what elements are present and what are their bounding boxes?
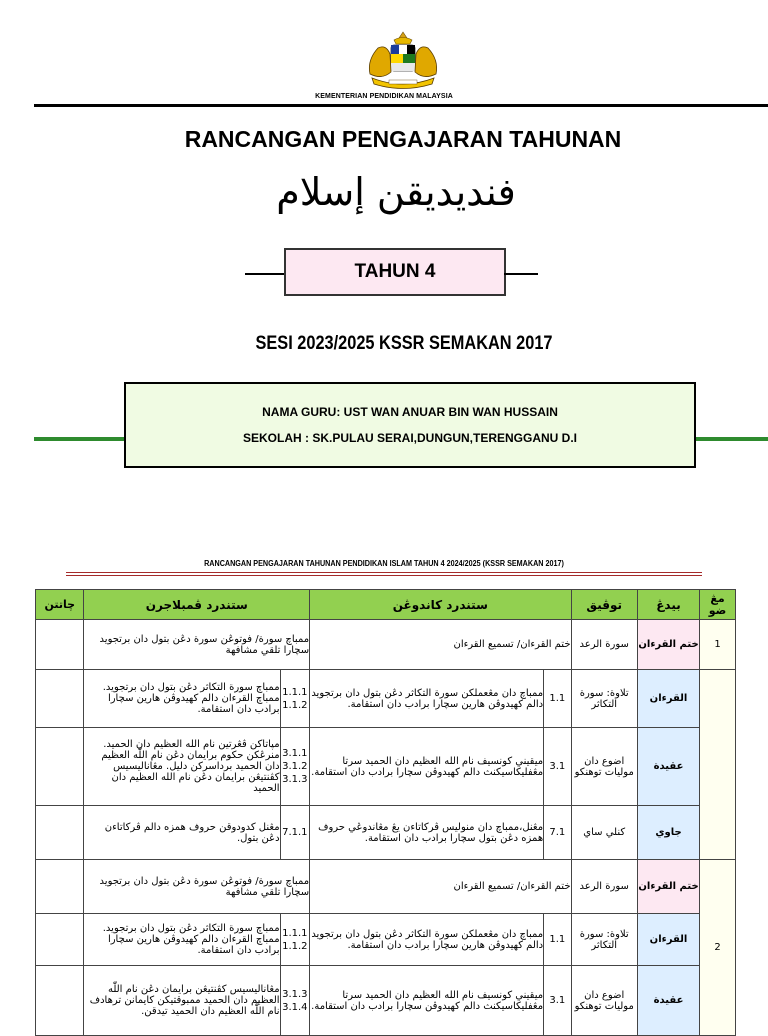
learning-code: 1.1.2 <box>282 699 308 711</box>
learning-code: 3.1.2 <box>282 761 308 772</box>
table-row <box>36 914 736 966</box>
ministry-name: KEMENTERIAN PENDIDIKAN MALAYSIA <box>315 93 453 100</box>
learning-standard-cell: ممباچ سورة التكاثر دڠن بتول دان برتجويد. ممباچ القرءان دالم كهيدوڤن هارين سچارا برادب دان استقامة. <box>84 914 280 966</box>
content-standard-cell: ممباچ دان مڠعملكن سورة التكاثر دڠن بتول دان برتجويد دالم كهيدوڤن هارين سچارا برادب دان استقامة. <box>310 914 544 966</box>
note-cell <box>36 670 84 728</box>
subject-title-arabic: فنديديقن إسلام <box>276 170 516 214</box>
learning-code: 3.1.3 <box>282 774 308 785</box>
content-code-cell: 1.1 <box>544 670 571 728</box>
content-standard-cell: ميقيني كونسيف نام الله العظيم دان الحميد سرتا مڠفليكاسيكنث دالم كهيدوڤن سچارا برادب دان استقامة. <box>310 728 544 806</box>
table-row <box>36 860 736 914</box>
topic-cell: سورة الرعد <box>571 620 637 670</box>
note-cell <box>36 860 84 914</box>
teacher-info-box <box>124 382 696 468</box>
content-standard-cell: ختم القرءان/ تسميع القرءان <box>310 620 571 670</box>
topic-cell: تلاوة: سورة التكاثر <box>571 670 637 728</box>
area-cell: عقيدة <box>637 966 699 1036</box>
topic-cell: سورة الرعد <box>571 860 637 914</box>
header-note: چاتتن <box>36 590 84 620</box>
yearly-plan-table <box>35 589 736 1036</box>
area-cell: القرءان <box>637 914 699 966</box>
content-standard-cell: مڠنل،ممباچ دان منوليس ڤركاتاءن يڠ مڠاندوڠي حروف همزه دڠن بتول سچارا برادب دان استقامة. <box>310 806 544 860</box>
table-header-row <box>36 590 736 620</box>
learning-standard-cell: مڽاتاكن ڤڠرتين نام الله العظيم دان الحميد. منرڠكن حكوم برايمان دڠن نام اللّٰه العظيم دان الحميد برداسركن دليل. مڠاناليسيس كڤنتيڠن برايمان دڠن نام الله العظيم دان الحميد <box>84 728 280 806</box>
learning-code: 1.1.2 <box>282 940 308 952</box>
caption-rule-bottom <box>66 575 702 576</box>
table-row <box>36 670 736 728</box>
learning-code: 3.1.3 <box>282 988 308 1000</box>
learning-standard-cell: ممباچ سورة/ فوتوڠن سورة دڠن بتول دان برتجويد سچارا تلقي مشافهة <box>84 620 310 670</box>
learning-standard-cell: ممباچ سورة التكاثر دڠن بتول دان برتجويد. ممباچ القرءان دالم كهيدوڤن هارين سچارا برادب دان استقامة. <box>84 670 280 728</box>
header-week: مڠ ضو <box>700 590 736 620</box>
year-line-left <box>245 273 285 275</box>
learning-code: 3.1.4 <box>282 1001 308 1013</box>
learning-standard-cell: ممباچ سورة/ فوتوڠن سورة دڠن بتول دان برتجويد سچارا تلقي مشافهة <box>84 860 310 914</box>
learning-code-cell <box>280 728 310 806</box>
content-code-cell: 3.1 <box>544 966 571 1036</box>
table-row <box>36 620 736 670</box>
note-cell <box>36 914 84 966</box>
malaysia-coat-of-arms-logo <box>364 30 442 92</box>
learning-standard-cell: مڠنل كدودوقن حروف همزه دالم ڤركاتاءن دڠن بتول. <box>84 806 280 860</box>
week-cell: 1 <box>700 620 736 670</box>
note-cell <box>36 620 84 670</box>
area-cell: القرءان <box>637 670 699 728</box>
content-code-cell: 7.1 <box>544 806 571 860</box>
note-cell <box>36 966 84 1036</box>
learning-code-cell <box>280 966 310 1036</box>
learning-standard-cell: مڠاناليسيس كڤنتيڠن برايمان دڠن نام اللّٰه العظيم دان الحميد ممبوقتيكن كايمانن ترهادف نام اللّٰه العظيم دان الحميد تيدقن. <box>84 966 280 1036</box>
area-cell: عقيدة <box>637 728 699 806</box>
content-standard-cell: ختم القرءان/ تسميع القرءان <box>310 860 571 914</box>
header-topic: توڤيق <box>571 590 637 620</box>
document-title: RANCANGAN PENGAJARAN TAHUNAN <box>184 126 622 152</box>
caption-rule-top <box>66 572 702 573</box>
note-cell <box>36 806 84 860</box>
content-standard-cell: ممباچ دان مڠعملكن سورة التكاثر دڠن بتول دان برتجويد دالم كهيدوڤن هارين سچارا برادب دان استقامة. <box>310 670 544 728</box>
topic-cell: اضوع دان موليات توهنكو <box>571 966 637 1036</box>
session-label: SESI 2023/2025 KSSR SEMAKAN 2017 <box>255 333 553 354</box>
teacher-name: NAMA GURU: UST WAN ANUAR BIN WAN HUSSAIN <box>262 405 558 419</box>
week-cell <box>700 670 736 860</box>
plan-caption: RANCANGAN PENGAJARAN TAHUNAN PENDIDIKAN ISLAM TAHUN 4 2024/2025 (KSSR SEMAKAN 2017) <box>204 559 564 568</box>
year-line-right <box>504 273 538 275</box>
year-badge: TAHUN 4 <box>284 248 506 296</box>
week-cell: 2 <box>700 860 736 1036</box>
table-row <box>36 806 736 860</box>
header-area: بيدڠ <box>637 590 699 620</box>
content-code-cell: 1.1 <box>544 914 571 966</box>
header-learning-standard: ستندرد ڤمبلاجرن <box>84 590 310 620</box>
content-standard-cell: ميقيني كونسيف نام الله العظيم دان الحميد سرتا مڠفليكاسيكنث دالم كهيدوڤن سچارا برادب دان استقامة. <box>310 966 544 1036</box>
area-cell: جاوي <box>637 806 699 860</box>
table-row <box>36 728 736 806</box>
school-name: SEKOLAH : SK.PULAU SERAI,DUNGUN,TERENGGANU D.I <box>242 431 577 445</box>
learning-code-cell <box>280 914 310 966</box>
topic-cell: كنلي ساي <box>571 806 637 860</box>
header-content-standard: ستندرد كاندوڠن <box>310 590 571 620</box>
learning-code: 1.1.1 <box>282 927 308 939</box>
learning-code: 1.1.1 <box>282 686 308 698</box>
table-row <box>36 966 736 1036</box>
area-cell: ختم القرءان <box>637 620 699 670</box>
area-cell: ختم القرءان <box>637 860 699 914</box>
content-code-cell: 3.1 <box>544 728 571 806</box>
learning-code-cell <box>280 670 310 728</box>
learning-code: 3.1.1 <box>282 748 308 759</box>
topic-cell: اضوع دان موليات توهنكو <box>571 728 637 806</box>
topic-cell: تلاوة: سورة التكاثر <box>571 914 637 966</box>
learning-code-cell: 7.1.1 <box>280 806 310 860</box>
note-cell <box>36 728 84 806</box>
header-divider <box>34 104 768 107</box>
